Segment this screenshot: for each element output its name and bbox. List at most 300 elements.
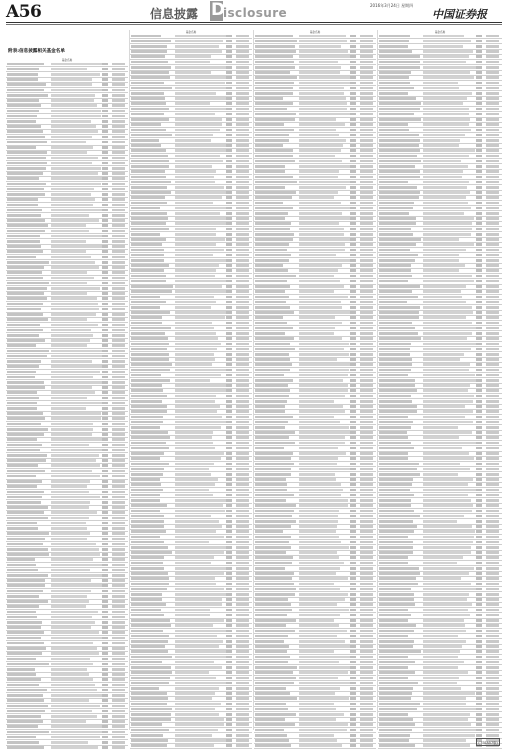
fund-type-cell [236, 744, 249, 747]
fund-type-cell [236, 66, 249, 69]
fund-code-cell [476, 40, 482, 43]
fund-type-cell [360, 254, 373, 257]
fund-code-cell [102, 329, 108, 332]
fund-type-cell [236, 264, 249, 267]
fund-type-cell [360, 82, 373, 85]
fund-code-cell [226, 666, 232, 669]
fund-name-cell [175, 473, 211, 476]
fund-code-cell [350, 713, 356, 716]
fund-code-cell [476, 410, 482, 413]
fund-company-cell [7, 564, 36, 567]
fund-code-cell [226, 170, 232, 173]
fund-type-cell [112, 553, 125, 556]
fund-type-cell [112, 678, 125, 681]
fund-code-cell [350, 196, 356, 199]
fund-type-cell [486, 233, 499, 236]
fund-type-cell [486, 149, 499, 152]
fund-type-cell [360, 619, 373, 622]
fund-code-cell [350, 614, 356, 617]
fund-type-cell [112, 527, 125, 530]
fund-code-cell [226, 603, 232, 606]
fund-name-cell [51, 110, 101, 113]
fund-type-cell [486, 269, 499, 272]
fund-company-cell [131, 280, 166, 283]
fund-type-cell [112, 73, 125, 76]
fund-code-cell [476, 322, 482, 325]
fund-type-cell [486, 212, 499, 215]
fund-company-cell [379, 447, 414, 450]
fund-name-cell [51, 678, 93, 681]
fund-code-cell [350, 400, 356, 403]
fund-name-cell [51, 214, 89, 217]
fund-type-cell [486, 87, 499, 90]
fund-company-cell [379, 118, 421, 121]
fund-company-cell [255, 332, 285, 335]
fund-company-cell [7, 444, 42, 447]
fund-code-cell [102, 350, 108, 353]
fund-company-cell [255, 536, 291, 539]
fund-code-cell [226, 71, 232, 74]
fund-name-cell [299, 327, 335, 330]
fund-code-cell [476, 217, 482, 220]
fund-company-cell [7, 136, 45, 139]
fund-company-cell [255, 243, 289, 246]
fund-name-cell [299, 436, 345, 439]
fund-company-cell [255, 87, 293, 90]
fund-code-cell [476, 734, 482, 737]
fund-type-cell [360, 332, 373, 335]
fund-code-cell [350, 384, 356, 387]
fund-code-cell [226, 447, 232, 450]
fund-company-cell [131, 50, 167, 53]
fund-company-cell [7, 438, 37, 441]
fund-code-cell [476, 635, 482, 638]
fund-code-cell [350, 624, 356, 627]
fund-name-cell [175, 275, 215, 278]
fund-code-cell [226, 671, 232, 674]
fund-name-cell [299, 729, 347, 732]
fund-company-cell [255, 212, 288, 215]
fund-company-cell [7, 470, 45, 473]
fund-code-cell [476, 583, 482, 586]
fund-company-cell [255, 202, 283, 205]
fund-company-cell [7, 256, 36, 259]
fund-company-cell [379, 50, 412, 53]
fund-company-cell [379, 369, 411, 372]
fund-code-cell [476, 426, 482, 429]
fund-code-cell [476, 551, 482, 554]
fund-type-cell [360, 369, 373, 372]
fund-code-cell [226, 525, 232, 528]
fund-company-cell [7, 485, 37, 488]
fund-code-cell [476, 228, 482, 231]
fund-code-cell [102, 120, 108, 123]
fund-company-cell [255, 264, 283, 267]
fund-type-cell [486, 264, 499, 267]
fund-code-cell [476, 499, 482, 502]
fund-code-cell [476, 489, 482, 492]
fund-name-cell [175, 165, 212, 168]
fund-code-cell [476, 170, 482, 173]
fund-company-cell [131, 76, 170, 79]
fund-type-cell [360, 546, 373, 549]
fund-type-cell [360, 296, 373, 299]
fund-name-cell [423, 530, 475, 533]
fund-name-cell [175, 541, 209, 544]
fund-name-cell [299, 76, 350, 79]
fund-name-cell [51, 705, 100, 708]
fund-company-cell [131, 442, 166, 445]
fund-company-cell [7, 705, 48, 708]
fund-code-cell [350, 45, 356, 48]
fund-name-cell [423, 447, 462, 450]
fund-code-cell [350, 322, 356, 325]
fund-code-cell [102, 157, 108, 160]
fund-name-cell [51, 553, 100, 556]
fund-type-cell [236, 290, 249, 293]
fund-company-cell [255, 671, 293, 674]
fund-code-cell [350, 650, 356, 653]
fund-company-cell [255, 280, 287, 283]
fund-code-cell [476, 280, 482, 283]
fund-company-cell [255, 546, 291, 549]
fund-type-cell [112, 104, 125, 107]
fund-code-cell [102, 360, 108, 363]
fund-type-cell [486, 635, 499, 638]
fund-name-cell [51, 444, 89, 447]
fund-company-cell [255, 708, 288, 711]
fund-company-cell [379, 405, 417, 408]
fund-name-cell [175, 562, 211, 565]
fund-type-cell [360, 562, 373, 565]
fund-company-cell [255, 483, 287, 486]
fund-type-cell [486, 259, 499, 262]
fund-name-cell [299, 468, 350, 471]
fund-type-cell [112, 501, 125, 504]
fund-type-cell [112, 355, 125, 358]
fund-code-cell [350, 233, 356, 236]
fund-name-cell [423, 536, 474, 539]
fund-type-cell [236, 228, 249, 231]
fund-type-cell [360, 40, 373, 43]
fund-type-cell [236, 703, 249, 706]
fund-company-cell [379, 729, 412, 732]
fund-type-cell [112, 595, 125, 598]
fund-name-cell [51, 428, 93, 431]
fund-code-cell [350, 301, 356, 304]
fund-company-cell [7, 250, 43, 253]
section-letter: D [211, 0, 226, 20]
fund-company-cell [255, 682, 294, 685]
fund-company-cell [379, 280, 408, 283]
fund-type-cell [236, 186, 249, 189]
fund-company-cell [255, 259, 289, 262]
fund-type-cell [112, 89, 125, 92]
fund-name-cell [175, 426, 221, 429]
fund-company-cell [7, 548, 48, 551]
fund-code-cell [350, 269, 356, 272]
fund-code-cell [350, 332, 356, 335]
fund-name-cell [175, 416, 222, 419]
fund-company-cell [7, 271, 42, 274]
fund-name-cell [299, 739, 337, 742]
fund-type-cell [236, 170, 249, 173]
fund-type-cell [236, 212, 249, 215]
fund-company-cell [255, 436, 289, 439]
fund-name-cell [299, 671, 348, 674]
fund-type-cell [112, 558, 125, 561]
fund-code-cell [350, 520, 356, 523]
fund-code-cell [476, 243, 482, 246]
fund-name-cell [423, 431, 472, 434]
fund-name-cell [423, 650, 460, 653]
fund-type-cell [236, 572, 249, 575]
fund-name-cell [51, 130, 98, 133]
fund-type-cell [112, 308, 125, 311]
fund-company-cell [255, 316, 283, 319]
fund-company-cell [7, 449, 40, 452]
fund-name-cell [175, 363, 212, 366]
table-rows [6, 62, 128, 750]
fund-code-cell [350, 442, 356, 445]
fund-name-cell [175, 181, 215, 184]
fund-company-cell [131, 155, 168, 158]
fund-type-cell [112, 177, 125, 180]
fund-name-cell [175, 400, 215, 403]
fund-company-cell [255, 134, 289, 137]
fund-company-cell [379, 666, 408, 669]
fund-company-cell [255, 442, 295, 445]
fund-company-cell [255, 196, 292, 199]
fund-name-cell [175, 661, 214, 664]
fund-company-cell [379, 212, 409, 215]
fund-company-cell [255, 71, 290, 74]
fund-company-cell [379, 358, 412, 361]
fund-type-cell [236, 630, 249, 633]
fund-name-cell [423, 259, 459, 262]
fund-name-cell [299, 551, 337, 554]
fund-company-cell [379, 217, 416, 220]
fund-type-cell [486, 515, 499, 518]
fund-name-cell [175, 463, 214, 466]
fund-type-cell [360, 348, 373, 351]
fund-type-cell [486, 113, 499, 116]
fund-name-cell [299, 609, 349, 612]
fund-type-cell [360, 311, 373, 314]
fund-code-cell [102, 438, 108, 441]
fund-name-cell [423, 598, 467, 601]
fund-code-cell [350, 92, 356, 95]
fund-type-cell [112, 209, 125, 212]
fund-type-cell [486, 249, 499, 252]
fund-name-cell [175, 525, 222, 528]
fund-name-cell [299, 243, 345, 246]
fund-company-cell [379, 457, 408, 460]
fund-name-cell [175, 139, 211, 142]
fund-company-cell [7, 423, 41, 426]
fund-code-cell [102, 68, 108, 71]
fund-name-cell [423, 285, 466, 288]
fund-type-cell [112, 120, 125, 123]
fund-company-cell [255, 92, 293, 95]
fund-name-cell [299, 275, 334, 278]
fund-type-cell [360, 186, 373, 189]
fund-type-cell [360, 499, 373, 502]
fund-code-cell [226, 656, 232, 659]
fund-type-cell [486, 389, 499, 392]
fund-name-cell [423, 400, 473, 403]
fund-company-cell [131, 661, 162, 664]
fund-type-cell [112, 663, 125, 666]
fund-code-cell [226, 536, 232, 539]
fund-name-cell [423, 395, 474, 398]
fund-code-cell [226, 515, 232, 518]
fund-code-cell [102, 177, 108, 180]
fund-company-cell [131, 640, 168, 643]
fund-code-cell [350, 374, 356, 377]
fund-company-cell [131, 624, 171, 627]
fund-name-cell [175, 697, 212, 700]
fund-type-cell [112, 78, 125, 81]
fund-company-cell [255, 285, 290, 288]
fund-type-cell [236, 650, 249, 653]
fund-code-cell [102, 167, 108, 170]
fund-name-cell [175, 129, 220, 132]
fund-code-cell [350, 598, 356, 601]
fund-name-cell [299, 259, 353, 262]
fund-company-cell [7, 538, 45, 541]
fund-name-cell [299, 149, 341, 152]
fund-company-cell [131, 118, 169, 121]
fund-company-cell [131, 202, 167, 205]
fund-company-cell [255, 186, 285, 189]
fund-company-cell [379, 442, 411, 445]
fund-code-cell [102, 522, 108, 525]
fund-code-cell [350, 536, 356, 539]
fund-company-cell [131, 703, 167, 706]
fund-code-cell [350, 541, 356, 544]
fund-type-cell [360, 624, 373, 627]
fund-code-cell [102, 287, 108, 290]
fund-type-cell [486, 217, 499, 220]
fund-name-cell [299, 452, 346, 455]
fund-code-cell [476, 134, 482, 137]
fund-name-cell [423, 170, 463, 173]
fund-name-cell [51, 527, 87, 530]
fund-code-cell [102, 209, 108, 212]
fund-company-cell [7, 480, 42, 483]
fund-name-cell [299, 556, 339, 559]
fund-type-cell [486, 97, 499, 100]
fund-code-cell [350, 290, 356, 293]
fund-name-cell [423, 645, 462, 648]
fund-name-cell [51, 590, 91, 593]
fund-code-cell [102, 371, 108, 374]
fund-type-cell [236, 322, 249, 325]
fund-type-cell [112, 83, 125, 86]
fund-code-cell [102, 89, 108, 92]
fund-code-cell [226, 551, 232, 554]
fund-type-cell [236, 249, 249, 252]
fund-code-cell [476, 504, 482, 507]
fund-type-cell [112, 292, 125, 295]
fund-name-cell [51, 209, 103, 212]
fund-name-cell [423, 666, 458, 669]
fund-company-cell [7, 678, 41, 681]
fund-code-cell [476, 45, 482, 48]
fund-company-cell [131, 536, 160, 539]
fund-code-cell [102, 110, 108, 113]
fund-company-cell [131, 35, 161, 38]
fund-name-cell [423, 269, 459, 272]
fund-name-cell [299, 520, 338, 523]
fund-code-cell [350, 682, 356, 685]
fund-name-cell [423, 541, 473, 544]
fund-type-cell [236, 118, 249, 121]
fund-company-cell [7, 167, 46, 170]
fund-code-cell [102, 475, 108, 478]
fund-code-cell [102, 162, 108, 165]
fund-company-cell [131, 494, 160, 497]
fund-code-cell [350, 494, 356, 497]
fund-type-cell [486, 556, 499, 559]
fund-type-cell [236, 593, 249, 596]
fund-name-cell [175, 635, 217, 638]
fund-name-cell [299, 348, 344, 351]
fund-code-cell [476, 337, 482, 340]
fund-type-cell [236, 353, 249, 356]
fund-company-cell [255, 556, 293, 559]
fund-name-cell [175, 343, 221, 346]
fund-name-cell [51, 292, 87, 295]
fund-type-cell [112, 99, 125, 102]
fund-type-cell [112, 151, 125, 154]
fund-type-cell [112, 235, 125, 238]
fund-name-cell [175, 504, 223, 507]
fund-name-cell [423, 181, 469, 184]
fund-type-cell [360, 692, 373, 695]
fund-type-cell [236, 113, 249, 116]
fund-company-cell [7, 652, 42, 655]
fund-company-cell [379, 76, 409, 79]
fund-company-cell [7, 282, 49, 285]
fund-type-cell [486, 614, 499, 617]
fund-name-cell [423, 603, 472, 606]
fund-company-cell [255, 572, 294, 575]
fund-name-cell [423, 661, 464, 664]
fund-company-cell [255, 692, 290, 695]
fund-name-cell [51, 663, 93, 666]
fund-type-cell [486, 238, 499, 241]
fund-type-cell [236, 598, 249, 601]
fund-type-cell [236, 269, 249, 272]
fund-company-cell [379, 478, 413, 481]
fund-name-cell [51, 386, 92, 389]
fund-type-cell [236, 421, 249, 424]
fund-name-cell [51, 433, 92, 436]
fund-name-cell [299, 593, 348, 596]
fund-company-cell [7, 115, 37, 118]
fund-company-cell [131, 614, 164, 617]
fund-name-cell [299, 463, 337, 466]
fund-code-cell [476, 113, 482, 116]
fund-company-cell [7, 157, 46, 160]
fund-code-cell [226, 134, 232, 137]
fund-code-cell [102, 694, 108, 697]
fund-type-cell [236, 677, 249, 680]
fund-type-cell [360, 504, 373, 507]
fund-company-cell [7, 637, 41, 640]
